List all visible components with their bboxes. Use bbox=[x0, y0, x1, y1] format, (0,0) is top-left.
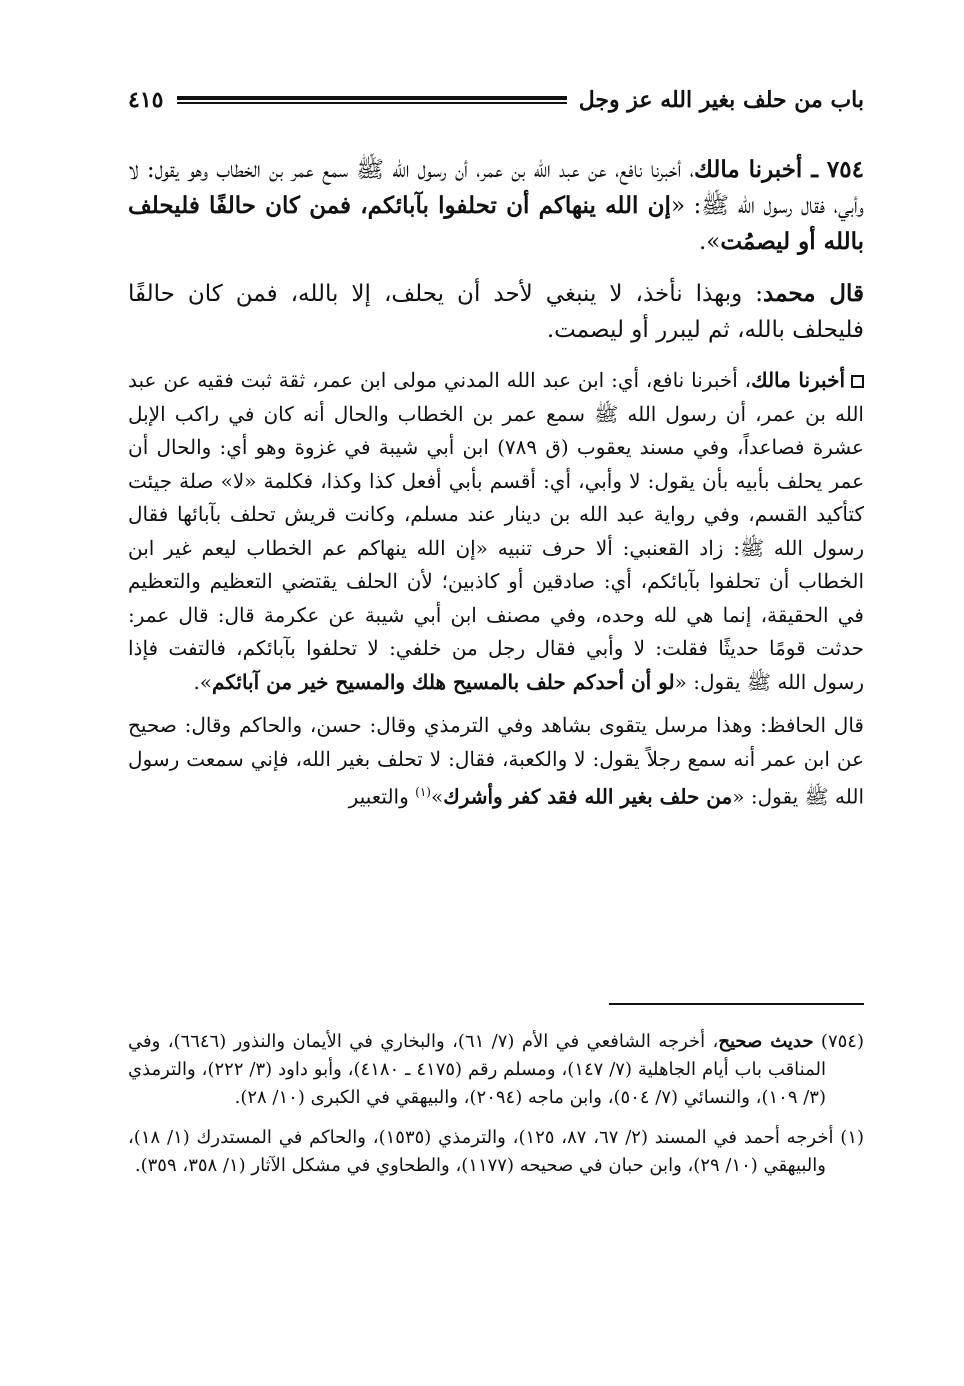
footnote-text: أخرجه أحمد في المسند (٢/ ٦٧، ٨٧، ١٢٥)، والترمذي (١٥٣٥)، والحاكم في المستدرك (١/ ١٨)، والبيهقي (١٠/ ٢٩)، وابن حبان في صحيحه (١١٧٧)، والطحاوي في مشكل الآثار (١/ ٣٥٨، ٣٥٩). bbox=[128, 1127, 834, 1176]
commentary2-close: » bbox=[430, 784, 444, 809]
commentary2-tail: والتعبير bbox=[348, 784, 416, 809]
hadith-number: ٧٥٤ ـ أخبرنا مالك bbox=[694, 156, 864, 183]
commentary2-text: قال الحافظ: وهذا مرسل يتقوى بشاهد وفي الترمذي وقال: حسن، والحاكم وقال: صحيح عن ابن عمر أنه سمع رجلاً يقول: لا والكعبة، فقال: لا تحلف بغير الله، فإني سمعت رسول الله ﷺ يقول: « bbox=[128, 713, 864, 809]
header-rule bbox=[177, 96, 566, 104]
running-header bbox=[128, 80, 864, 120]
hadith-text: ، أخبرنا نافع، عن عبد الله بن عمر، أن رسول الله ﷺ سمع عمر بن الخطاب وهو يقول: لا وأبي، فقال رسول الله ﷺ: « bbox=[128, 157, 864, 219]
commentary-text-end: ». bbox=[193, 669, 213, 694]
square-marker-icon bbox=[851, 375, 864, 388]
chapter-title: باب من حلف بغير الله عز وجل bbox=[578, 87, 864, 113]
footnote-text: ، أخرجه الشافعي في الأم (٧/ ٦١)، والبخاري في الأيمان والنذور (٦٦٤٦)، وفي المناقب باب أيام الجاهلية (٧/ ١٤٧)، ومسلم رقم (٤١٧٥ ـ ٤١٨٠)، وأبو داود (٣/ ٢٢٢)، والترمذي (٣/ ١٠٩)، والنسائي (٧/ ٥٠٤)، وابن ماجه (٢٠٩٤)، والبيهقي في الكبرى (١٠/ ٢٨). bbox=[128, 1031, 826, 1108]
footnote-separator bbox=[609, 1003, 864, 1005]
commentary2-quote: من حلف بغير الله فقد كفر وأشرك bbox=[443, 784, 733, 809]
commentary-paragraph-1 bbox=[128, 364, 864, 699]
main-text bbox=[128, 152, 864, 824]
hadith-text-end: ». bbox=[698, 229, 721, 255]
footnotes bbox=[128, 1028, 864, 1192]
commentary-lead: أخبرنا مالك bbox=[751, 368, 845, 392]
footnote-item bbox=[128, 1124, 864, 1180]
qala-label: قال محمد bbox=[763, 280, 864, 307]
hadith-paragraph bbox=[128, 152, 864, 260]
commentary-text: ، أخبرنا نافع، أي: ابن عبد الله المدني مولى ابن عمر، ثقة ثبت فقيه عن عبد الله بن عمر، أن رسول الله ﷺ سمع عمر بن الخطاب والحال أنه كان في راكب الإبل عشرة فصاعداً، وفي مسند يعقوب (ق ٧٨٩) ابن أبي شيبة في غزوة وهو أي: والحال أن عمر يحلف بأبيه بأن يقول: لا وأبي، أي: أقسم بأبي أفعل كذا وكذا، فكلمة «لا» صلة جيئت كتأكيد القسم، وفي رواية عبد الله بن دينار عند مسلم، وكانت قريش تحلف بآبائها فقال رسول الله ﷺ: زاد القعنبي: ألا حرف تنبيه «إن الله ينهاكم عم الخطاب ليعم غير ابن الخطاب أن تحلفوا بآبائكم، أي: صادقين أو كاذبين؛ لأن الحلف يقتضي التعظيم والتعظيم في الحقيقة، إنما هي لله وحده، وفي مصنف ابن أبي شيبة عن عكرمة قال: قال عمر: حدثت قومًا حديثًا فقلت: لا وأبي فقال رجل من خلفي: لا تحلفوا بآبائكم، فالتفت فإذا رسول الله ﷺ يقول: « bbox=[128, 368, 864, 694]
footnote-marker: (١) bbox=[840, 1127, 865, 1148]
qala-muhammad-paragraph bbox=[128, 276, 864, 348]
footnote-grade: حديث صحيح bbox=[718, 1031, 814, 1052]
footnote-item bbox=[128, 1028, 864, 1112]
page-number: ٤١٥ bbox=[128, 87, 164, 113]
commentary-paragraph-2 bbox=[128, 709, 864, 814]
hadith-quote: إن الله ينهاكم أن تحلفوا بآبائكم، فمن كان حالفًا فليحلف بالله أو ليصمُت bbox=[128, 192, 864, 255]
commentary-quote: لو أن أحدكم حلف بالمسيح هلك والمسيح خير من آبائكم bbox=[212, 669, 675, 694]
qala-text: : وبهذا نأخذ، لا ينبغي لأحد أن يحلف، إلا بالله، فمن كان حالفًا فليحلف بالله، ثم ليبرر أو ليصمت. bbox=[128, 281, 864, 343]
footnote-marker: (٧٥٤) bbox=[820, 1031, 864, 1052]
footnote-ref[interactable]: (١) bbox=[415, 785, 431, 799]
